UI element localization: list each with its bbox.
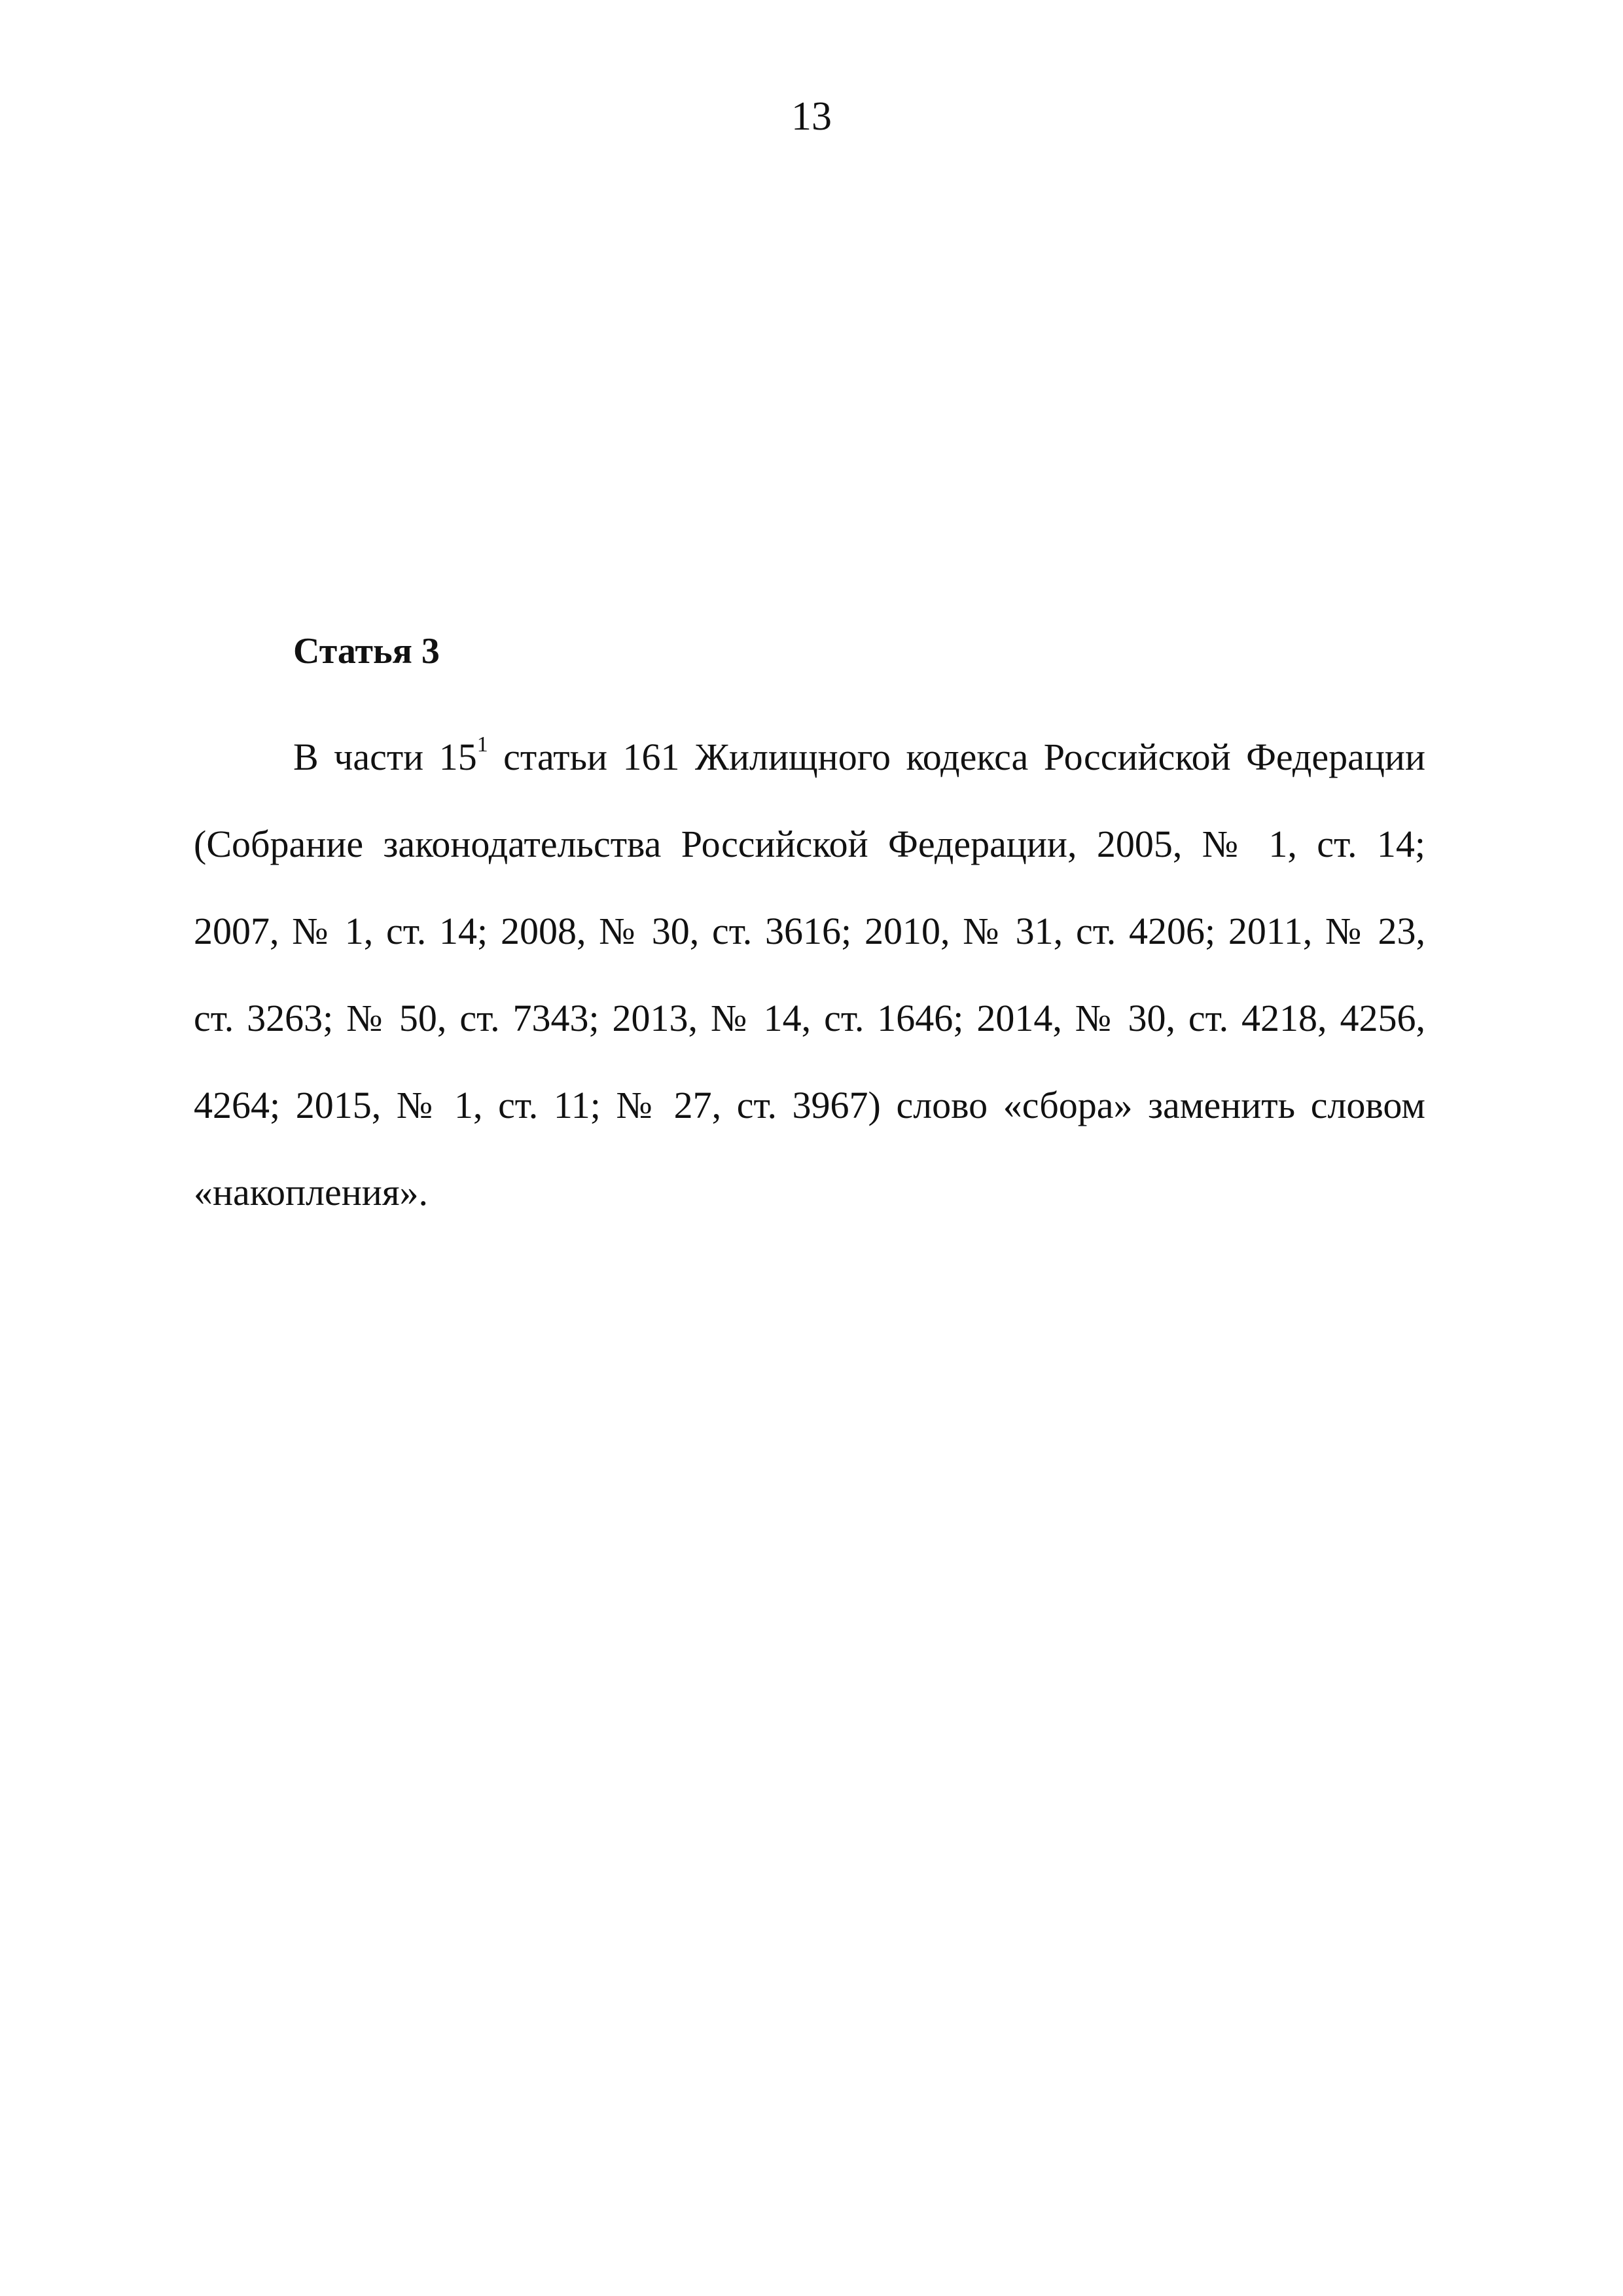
paragraph-line-3: 2007, № 1, ст. 14; 2008, № 30, ст. 3616; 2010, № 31, ст. 4206; 2011, № 23,: [194, 910, 1425, 952]
paragraph-line-6: «накопления».: [194, 1171, 428, 1213]
article-heading: Статья 3: [293, 631, 440, 672]
article-body: [194, 713, 1425, 1236]
page-number: 13: [791, 94, 832, 139]
paragraph-line-2: (Собрание законодательства Российской Федерации, 2005, № 1, ст. 14;: [194, 823, 1425, 865]
line-1-text-before: В части 15: [293, 736, 477, 778]
paragraph-line-4: ст. 3263; № 50, ст. 7343; 2013, № 14, ст. 1646; 2014, № 30, ст. 4218, 4256,: [194, 997, 1425, 1039]
paragraph-line-1: [194, 713, 1425, 800]
paragraph-line-5: 4264; 2015, № 1, ст. 11; № 27, ст. 3967) слово «сбора» заменить словом: [194, 1084, 1425, 1126]
superscript-marker: 1: [476, 732, 488, 757]
line-1-text-after: статьи 161 Жилищного кодекса Российской Федерации: [488, 736, 1426, 778]
